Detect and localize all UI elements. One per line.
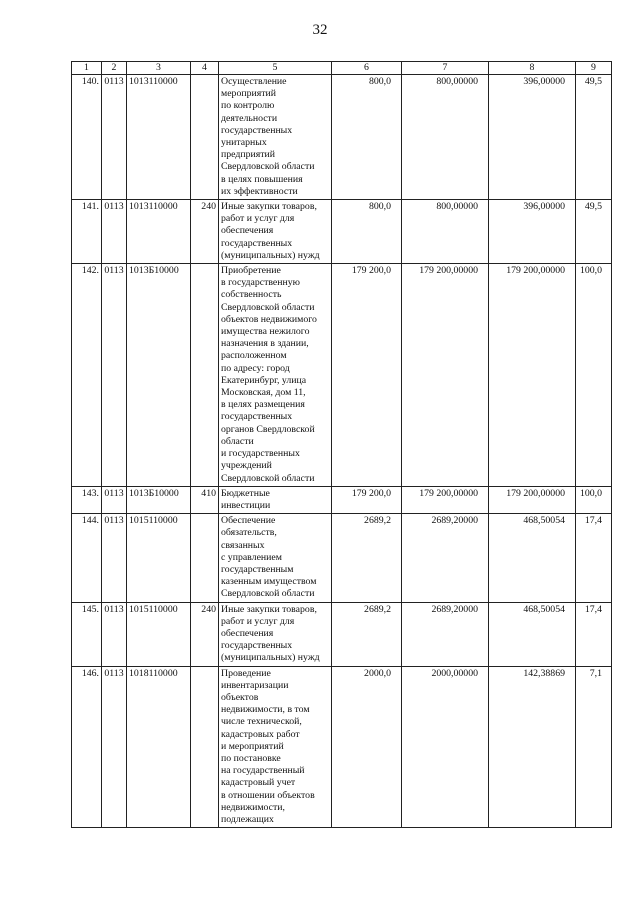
column-header: 9 bbox=[576, 62, 612, 75]
section-code: 0113 bbox=[102, 602, 127, 666]
amount-col6: 2000,0 bbox=[332, 666, 402, 828]
amount-col7: 2689,20000 bbox=[402, 514, 489, 602]
expense-type-code bbox=[191, 666, 219, 828]
amount-col8: 468,50054 bbox=[489, 514, 576, 602]
amount-col6: 2689,2 bbox=[332, 514, 402, 602]
amount-col6: 2689,2 bbox=[332, 602, 402, 666]
expense-type-code: 240 bbox=[191, 602, 219, 666]
row-number: 141. bbox=[72, 200, 102, 264]
table-row bbox=[72, 200, 612, 264]
amount-col7: 2000,00000 bbox=[402, 666, 489, 828]
amount-col8: 396,00000 bbox=[489, 200, 576, 264]
expense-type-code bbox=[191, 75, 219, 200]
expense-type-code bbox=[191, 514, 219, 602]
item-description: Приобретение в государственную собственность Свердловской области объектов недвижимого имущества нежилого назначения в здании, расположенном по адресу: город Екатеринбург, улица Московская, дом 11, в целях размещения государственных органов Свердловской области и государственных учреждений Свердловской области bbox=[219, 264, 332, 487]
percent-col9: 100,0 bbox=[576, 486, 612, 513]
amount-col7: 800,00000 bbox=[402, 75, 489, 200]
amount-col6: 179 200,0 bbox=[332, 486, 402, 513]
percent-col9: 49,5 bbox=[576, 200, 612, 264]
amount-col7: 2689,20000 bbox=[402, 602, 489, 666]
row-number: 144. bbox=[72, 514, 102, 602]
section-code: 0113 bbox=[102, 666, 127, 828]
amount-col7: 179 200,00000 bbox=[402, 264, 489, 487]
row-number: 142. bbox=[72, 264, 102, 487]
table-row bbox=[72, 486, 612, 513]
percent-col9: 49,5 bbox=[576, 75, 612, 200]
section-code: 0113 bbox=[102, 200, 127, 264]
target-code: 1015110000 bbox=[127, 514, 191, 602]
budget-table bbox=[71, 61, 612, 828]
expense-type-code: 410 bbox=[191, 486, 219, 513]
amount-col6: 800,0 bbox=[332, 200, 402, 264]
percent-col9: 100,0 bbox=[576, 264, 612, 487]
row-number: 140. bbox=[72, 75, 102, 200]
percent-col9: 17,4 bbox=[576, 514, 612, 602]
amount-col8: 179 200,00000 bbox=[489, 264, 576, 487]
target-code: 1013110000 bbox=[127, 200, 191, 264]
page-number: 32 bbox=[312, 22, 328, 38]
amount-col8: 396,00000 bbox=[489, 75, 576, 200]
section-code: 0113 bbox=[102, 75, 127, 200]
item-description: Проведение инвентаризации объектов недвижимости, в том числе технической, кадастровых работ и мероприятий по постановке на государственный кадастровый учет в отношении объектов недвижимости, подлежащих bbox=[219, 666, 332, 828]
amount-col6: 800,0 bbox=[332, 75, 402, 200]
target-code: 1013Б10000 bbox=[127, 264, 191, 487]
table-row bbox=[72, 264, 612, 487]
column-header: 3 bbox=[127, 62, 191, 75]
item-description: Бюджетные инвестиции bbox=[219, 486, 332, 513]
item-description: Обеспечение обязательств, связанных с управлением государственным казенным имуществом Свердловской области bbox=[219, 514, 332, 602]
section-code: 0113 bbox=[102, 264, 127, 487]
expense-type-code: 240 bbox=[191, 200, 219, 264]
amount-col6: 179 200,0 bbox=[332, 264, 402, 487]
row-number: 145. bbox=[72, 602, 102, 666]
percent-col9: 17,4 bbox=[576, 602, 612, 666]
percent-col9: 7,1 bbox=[576, 666, 612, 828]
target-code: 1018110000 bbox=[127, 666, 191, 828]
table-row bbox=[72, 602, 612, 666]
row-number: 146. bbox=[72, 666, 102, 828]
table-row bbox=[72, 514, 612, 602]
row-number: 143. bbox=[72, 486, 102, 513]
expense-type-code bbox=[191, 264, 219, 487]
amount-col7: 800,00000 bbox=[402, 200, 489, 264]
amount-col8: 142,38869 bbox=[489, 666, 576, 828]
header-row bbox=[72, 62, 612, 75]
item-description: Осуществление мероприятий по контролю деятельности государственных унитарных предприятий Свердловской области в целях повышения их эффективности bbox=[219, 75, 332, 200]
amount-col8: 179 200,00000 bbox=[489, 486, 576, 513]
column-header: 6 bbox=[332, 62, 402, 75]
column-header: 2 bbox=[102, 62, 127, 75]
target-code: 1013110000 bbox=[127, 75, 191, 200]
target-code: 1015110000 bbox=[127, 602, 191, 666]
column-header: 5 bbox=[219, 62, 332, 75]
section-code: 0113 bbox=[102, 486, 127, 513]
target-code: 1013Б10000 bbox=[127, 486, 191, 513]
table-row bbox=[72, 75, 612, 200]
column-header: 7 bbox=[402, 62, 489, 75]
section-code: 0113 bbox=[102, 514, 127, 602]
column-header: 4 bbox=[191, 62, 219, 75]
amount-col8: 468,50054 bbox=[489, 602, 576, 666]
item-description: Иные закупки товаров, работ и услуг для обеспечения государственных (муниципальных) нужд bbox=[219, 200, 332, 264]
column-header: 8 bbox=[489, 62, 576, 75]
item-description: Иные закупки товаров, работ и услуг для обеспечения государственных (муниципальных) нужд bbox=[219, 602, 332, 666]
amount-col7: 179 200,00000 bbox=[402, 486, 489, 513]
table-row bbox=[72, 666, 612, 828]
column-header: 1 bbox=[72, 62, 102, 75]
